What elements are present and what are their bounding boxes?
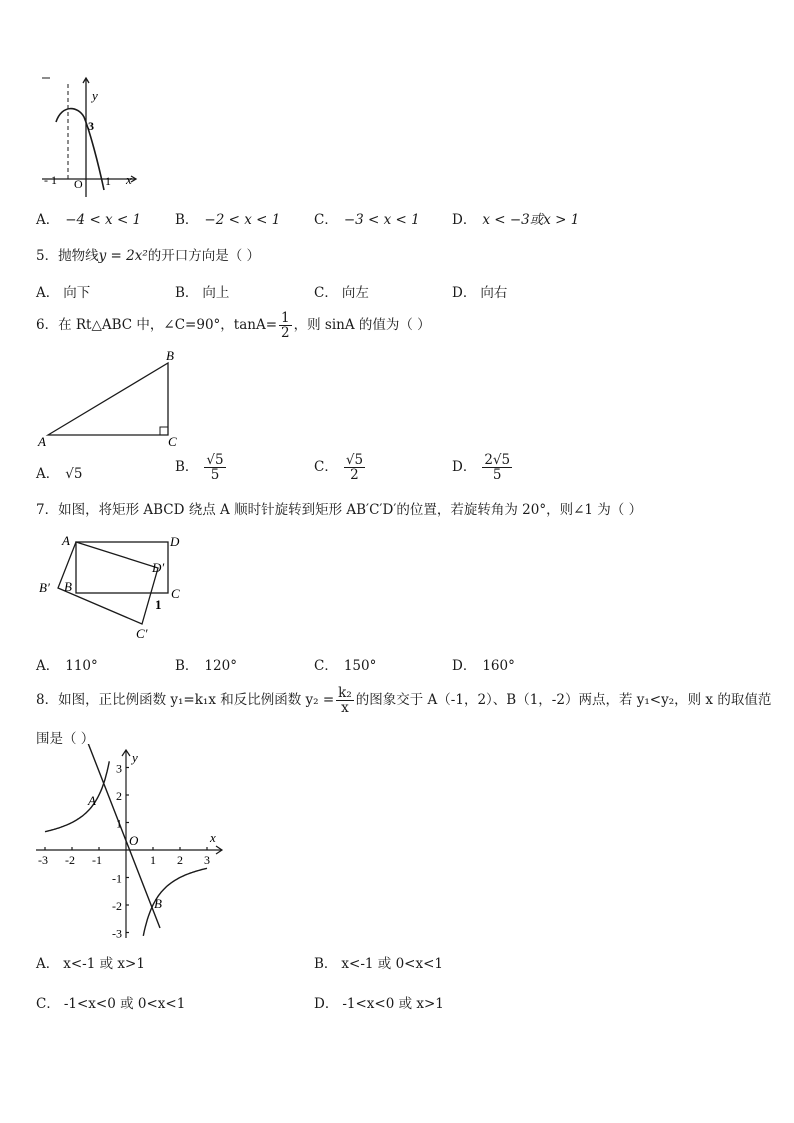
option-text: -1<x<0 或 0<x<1 bbox=[63, 996, 186, 1012]
vertex-c-prime-label: C′ bbox=[136, 626, 148, 641]
parabola-formula: y = 2x² bbox=[98, 248, 148, 264]
fraction-denominator: x bbox=[341, 700, 349, 717]
line-y1-k1x bbox=[88, 744, 160, 928]
q6-option-b[interactable] bbox=[175, 453, 228, 482]
x-tick-label: -1 bbox=[92, 853, 102, 867]
option-letter: C． bbox=[314, 285, 338, 301]
origin-label: O bbox=[129, 833, 139, 848]
vertex-c-label: C bbox=[171, 586, 180, 601]
option-letter: A． bbox=[36, 658, 60, 674]
k2-over-x-fraction bbox=[336, 686, 354, 715]
fraction-denominator: 5 bbox=[210, 467, 220, 484]
y-intercept-label: 3 bbox=[88, 119, 94, 133]
option-text: x<-1 或 0<x<1 bbox=[341, 956, 443, 972]
y-tick-label: 1 bbox=[116, 816, 122, 831]
option-letter: D． bbox=[452, 459, 477, 476]
stem-text: 如图，将矩形 ABCD 绕点 A 顺时针旋转到矩形 AB′C′D′的位置，若旋转角为 20°，则∠1 为（ ） bbox=[58, 502, 643, 518]
option-letter: A． bbox=[36, 466, 60, 482]
y-tick-label: -2 bbox=[112, 899, 122, 913]
x-tick-labels bbox=[38, 853, 210, 867]
x-tick-label: -2 bbox=[65, 853, 75, 867]
x-tick-label: -3 bbox=[38, 853, 48, 867]
vertex-d-label: D bbox=[170, 534, 180, 549]
option-text: 向下 bbox=[63, 285, 91, 301]
option-fraction bbox=[344, 453, 365, 482]
stem-text: 的图象交于 A（-1，2）、B（1，-2）两点，若 y₁<y₂，则 x 的取值范 bbox=[355, 692, 772, 709]
angle-1-label: 1 bbox=[155, 597, 162, 612]
q6-stem bbox=[36, 311, 431, 340]
option-text: 向上 bbox=[202, 285, 230, 301]
option-letter: B． bbox=[175, 658, 199, 674]
q7-option-a[interactable] bbox=[36, 654, 98, 674]
q7-option-d[interactable] bbox=[452, 654, 515, 674]
rectangle-ab2c2d2 bbox=[58, 542, 158, 624]
option-text: 120° bbox=[204, 658, 237, 674]
right-angle-mark bbox=[160, 427, 168, 435]
option-letter: C． bbox=[36, 996, 60, 1012]
q7-rectangle-figure bbox=[36, 532, 196, 644]
fraction-denominator: 2 bbox=[281, 325, 290, 342]
y-tick-label: 3 bbox=[116, 761, 122, 776]
question-number: 8． bbox=[36, 692, 59, 709]
q6-option-c[interactable] bbox=[314, 453, 367, 482]
x-tick-label: 3 bbox=[204, 853, 210, 867]
q5-option-b[interactable] bbox=[175, 281, 229, 301]
q5-option-a[interactable] bbox=[36, 281, 90, 301]
q7-option-b[interactable] bbox=[175, 654, 237, 674]
vertex-d-prime-label: D′ bbox=[152, 560, 165, 575]
y-tick-label: -1 bbox=[112, 871, 122, 886]
x-axis-label: x bbox=[210, 830, 216, 845]
q4-option-c[interactable] bbox=[314, 208, 420, 228]
q8-option-c[interactable] bbox=[36, 992, 185, 1012]
stem-text: 在 Rt△ABC 中，∠C=90°，tanA= bbox=[58, 317, 278, 334]
fraction-denominator: 2 bbox=[350, 467, 359, 484]
option-fraction bbox=[482, 453, 512, 482]
option-letter: C． bbox=[314, 658, 338, 674]
q7-stem bbox=[36, 498, 642, 518]
stem-text: 如图，正比例函数 y₁=k₁x 和反比例函数 y₂ = bbox=[58, 692, 335, 709]
x-axis-label: x bbox=[126, 172, 132, 187]
fraction-numerator: √5 bbox=[206, 452, 224, 468]
option-text: −3 < x < 1 bbox=[343, 212, 420, 228]
option-text: 向右 bbox=[480, 285, 508, 301]
option-text: 150° bbox=[343, 658, 377, 674]
q6-triangle-figure bbox=[36, 346, 186, 450]
vertex-b-label: B bbox=[166, 348, 174, 363]
option-letter: A． bbox=[36, 285, 60, 301]
stem-text: ，则 sinA 的值为（ ） bbox=[293, 317, 431, 334]
option-text: x<-1 或 x>1 bbox=[63, 956, 145, 972]
q4-option-a[interactable] bbox=[36, 208, 141, 228]
option-letter: D． bbox=[452, 658, 477, 674]
q5-option-c[interactable] bbox=[314, 281, 369, 301]
stem-text: 抛物线 bbox=[58, 248, 99, 264]
vertex-a-label: A bbox=[38, 434, 46, 449]
option-letter: B． bbox=[175, 212, 199, 228]
hyperbola-branch-right bbox=[143, 868, 207, 936]
triangle-abc bbox=[48, 363, 168, 435]
option-letter: B． bbox=[314, 956, 338, 972]
option-letter: D． bbox=[314, 996, 339, 1012]
option-text: x < −3或x > 1 bbox=[482, 212, 580, 228]
q8-option-d[interactable] bbox=[314, 992, 444, 1012]
x-tick-neg1: - 1 bbox=[44, 173, 57, 187]
q4-option-b[interactable] bbox=[175, 208, 280, 228]
q8-option-a[interactable] bbox=[36, 952, 145, 972]
fraction-numerator: k₂ bbox=[338, 685, 352, 701]
option-letter: A． bbox=[36, 212, 60, 228]
y-axis-label: y bbox=[132, 750, 138, 765]
point-b-label: B bbox=[154, 896, 162, 911]
vertex-a-label: A bbox=[62, 533, 70, 548]
fraction-denominator: 5 bbox=[492, 467, 502, 484]
q4-parabola-graph bbox=[36, 72, 146, 202]
option-letter: B． bbox=[175, 459, 199, 476]
fraction-numerator: 2√5 bbox=[484, 452, 511, 468]
y-axis-label: y bbox=[92, 88, 98, 103]
x-tick-label: 2 bbox=[177, 853, 183, 867]
y-tick-labels bbox=[112, 762, 122, 941]
q6-option-a[interactable] bbox=[36, 462, 82, 482]
option-letter: A． bbox=[36, 956, 60, 972]
option-letter: D． bbox=[452, 285, 477, 301]
option-letter: D． bbox=[452, 212, 477, 228]
vertex-b-label: B bbox=[64, 579, 72, 594]
y-tick-label: -3 bbox=[112, 926, 122, 941]
stem-text: 的开口方向是（ ） bbox=[147, 248, 261, 264]
vertex-c-label: C bbox=[168, 434, 177, 449]
question-number: 6． bbox=[36, 317, 59, 334]
point-a-label: A bbox=[88, 793, 96, 808]
q8-stem-line1 bbox=[36, 686, 771, 715]
q4-option-d[interactable] bbox=[452, 208, 579, 228]
tan-fraction bbox=[279, 311, 292, 340]
option-text: −2 < x < 1 bbox=[204, 212, 281, 228]
q8-function-graph bbox=[32, 744, 232, 942]
q7-option-c[interactable] bbox=[314, 654, 376, 674]
q5-option-d[interactable] bbox=[452, 281, 507, 301]
vertex-b-prime-label: B′ bbox=[39, 580, 50, 595]
q8-stem-line2: 围是（ ） bbox=[36, 731, 95, 747]
option-text: √5 bbox=[65, 466, 83, 482]
question-number: 5． bbox=[36, 248, 59, 264]
y-tick-label: 2 bbox=[116, 789, 122, 803]
option-fraction bbox=[204, 453, 225, 482]
fraction-numerator: 1 bbox=[281, 310, 290, 326]
option-letter: C． bbox=[314, 212, 338, 228]
option-letter: B． bbox=[175, 285, 199, 301]
option-letter: C． bbox=[314, 459, 338, 476]
question-number: 7． bbox=[36, 502, 59, 518]
q6-option-d[interactable] bbox=[452, 453, 514, 482]
option-text: −4 < x < 1 bbox=[65, 212, 142, 228]
origin-label: O bbox=[74, 177, 83, 191]
fraction-numerator: √5 bbox=[345, 452, 364, 468]
option-text: 160° bbox=[482, 658, 515, 674]
option-text: 110° bbox=[65, 658, 98, 674]
x-tick-1: 1 bbox=[105, 174, 111, 188]
q5-stem bbox=[36, 244, 260, 264]
x-tick-label: 1 bbox=[150, 853, 156, 867]
q8-option-b[interactable] bbox=[314, 952, 443, 972]
option-text: -1<x<0 或 x>1 bbox=[342, 996, 444, 1012]
option-text: 向左 bbox=[341, 285, 369, 301]
